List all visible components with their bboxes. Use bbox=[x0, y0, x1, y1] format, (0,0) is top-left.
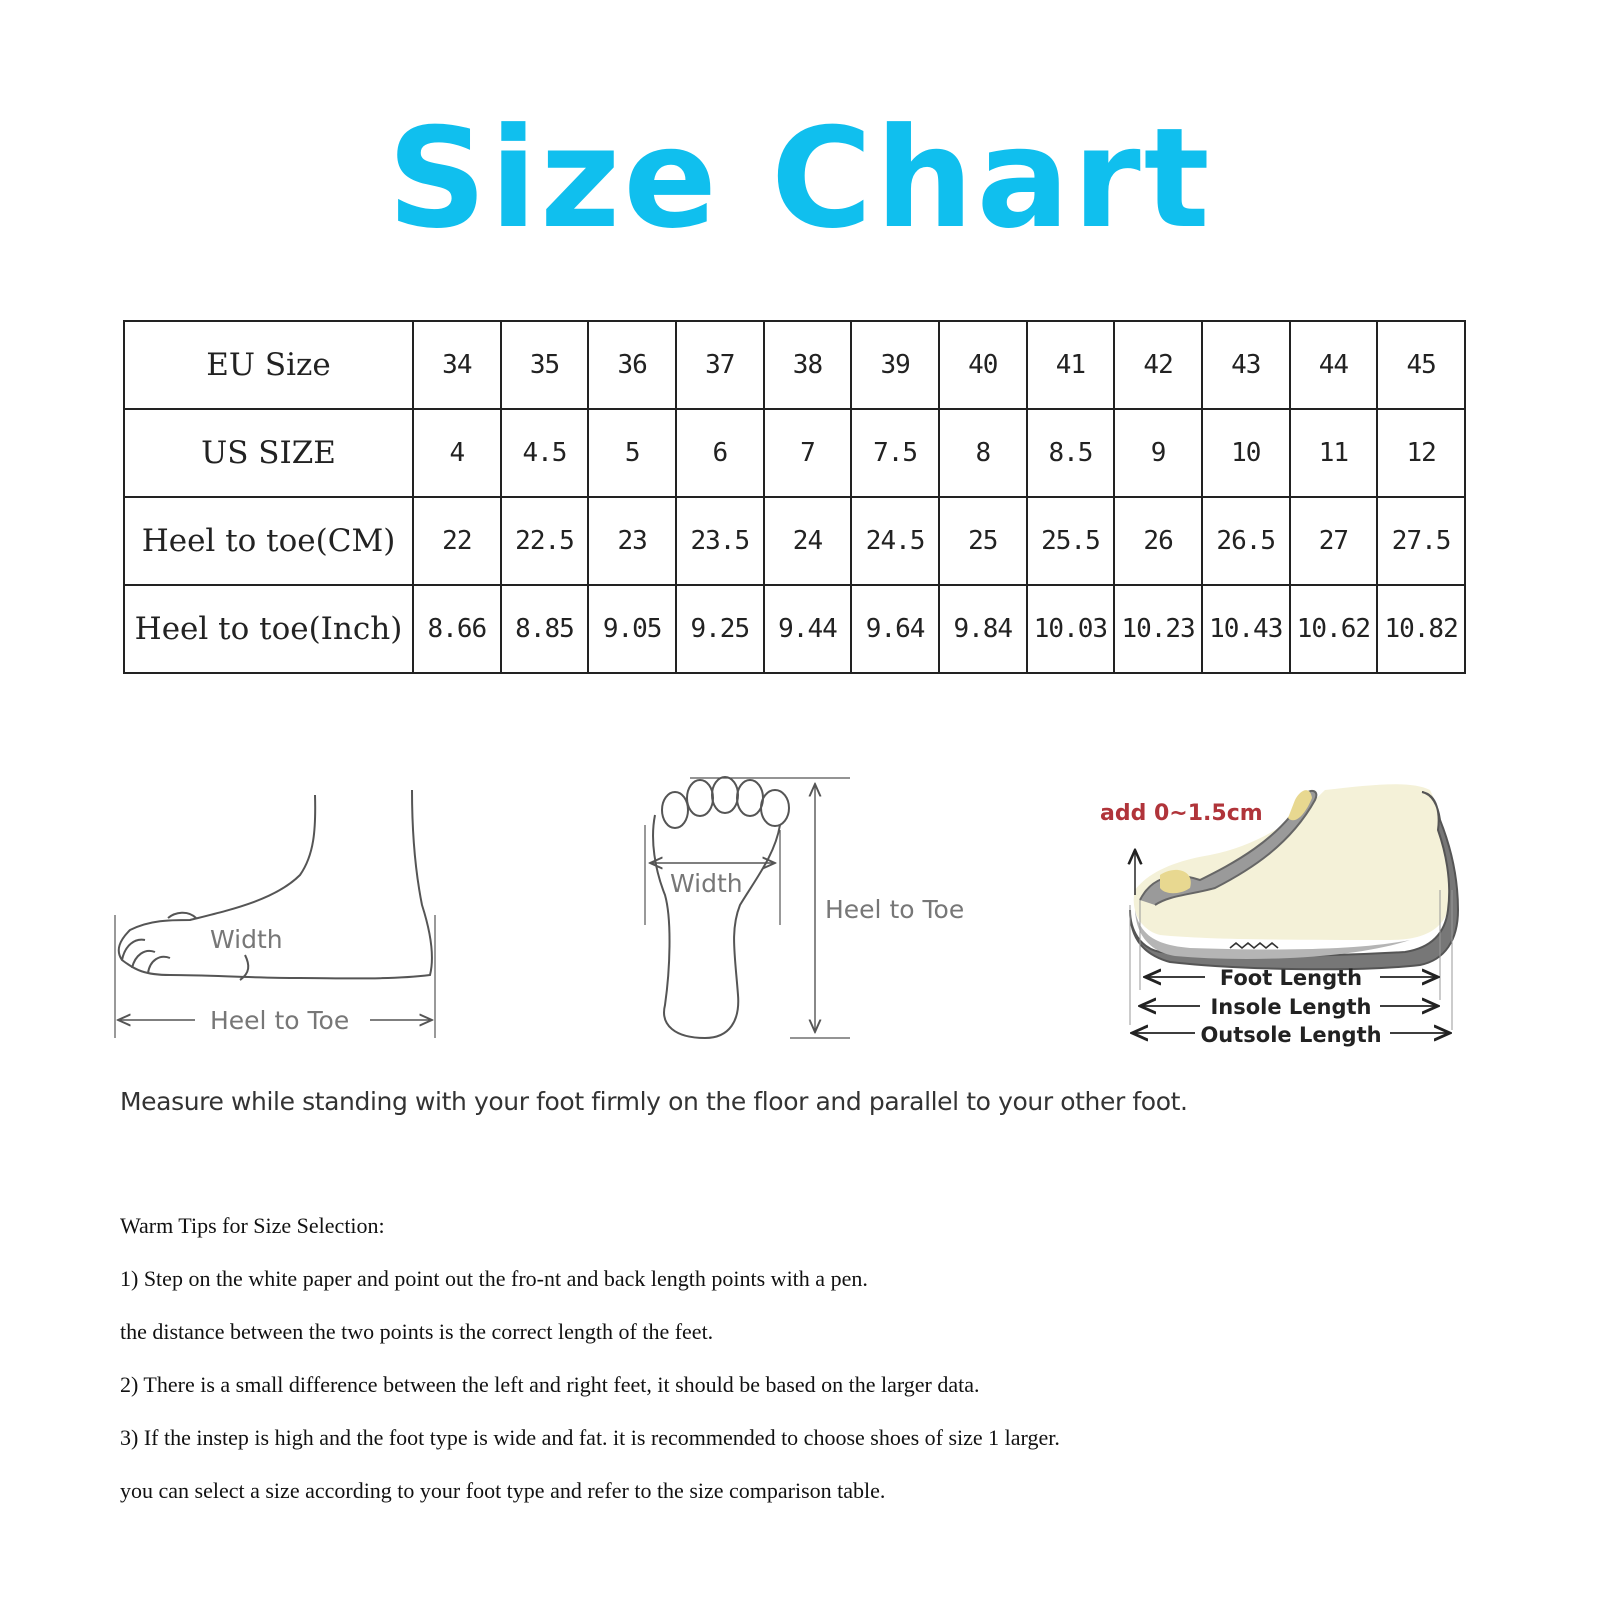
allowance-label: add 0~1.5cm bbox=[1100, 801, 1263, 826]
table-cell: 10.62 bbox=[1290, 585, 1378, 673]
table-cell: 9.84 bbox=[939, 585, 1027, 673]
heel-to-toe-inch-row bbox=[124, 585, 1465, 673]
table-cell: 9 bbox=[1114, 409, 1202, 497]
table-cell: 6 bbox=[676, 409, 764, 497]
tip-line: 3) If the instep is high and the foot type is wide and fat. it is recommended to choose shoes of size 1 larger. bbox=[120, 1425, 1060, 1450]
tip-line: 1) Step on the white paper and point out the fro-nt and back length points with a pen. bbox=[120, 1266, 868, 1291]
size-table-body bbox=[124, 321, 1465, 673]
table-cell: 39 bbox=[851, 321, 939, 409]
table-cell: 26 bbox=[1114, 497, 1202, 585]
outsole-length-label: Outsole Length bbox=[1200, 1023, 1382, 1047]
table-cell: 9.05 bbox=[588, 585, 676, 673]
table-cell: 10.43 bbox=[1202, 585, 1290, 673]
table-cell: 10 bbox=[1202, 409, 1290, 497]
table-cell: 8 bbox=[939, 409, 1027, 497]
table-cell: 36 bbox=[588, 321, 676, 409]
us-size-row bbox=[124, 409, 1465, 497]
sole-width-label: Width bbox=[670, 869, 743, 898]
table-cell: 38 bbox=[764, 321, 852, 409]
table-cell: 4 bbox=[413, 409, 501, 497]
table-cell: 23.5 bbox=[676, 497, 764, 585]
table-cell: 22 bbox=[413, 497, 501, 585]
tip-line: 2) There is a small difference between the left and right feet, it should be based on the larger data. bbox=[120, 1372, 980, 1397]
table-cell: 27.5 bbox=[1377, 497, 1465, 585]
table-cell: 42 bbox=[1114, 321, 1202, 409]
table-cell: 25 bbox=[939, 497, 1027, 585]
row-label: Heel to toe(Inch) bbox=[124, 585, 413, 673]
table-cell: 34 bbox=[413, 321, 501, 409]
table-cell: 4.5 bbox=[501, 409, 589, 497]
table-cell: 8.5 bbox=[1027, 409, 1115, 497]
table-cell: 10.03 bbox=[1027, 585, 1115, 673]
page-title: Size Chart bbox=[387, 98, 1213, 259]
table-cell: 8.85 bbox=[501, 585, 589, 673]
row-label: US SIZE bbox=[124, 409, 413, 497]
table-cell: 37 bbox=[676, 321, 764, 409]
heel-to-toe-cm-row bbox=[124, 497, 1465, 585]
tip-line: you can select a size according to your foot type and refer to the size comparison table. bbox=[120, 1478, 886, 1503]
table-cell: 41 bbox=[1027, 321, 1115, 409]
table-cell: 12 bbox=[1377, 409, 1465, 497]
foot-side-view-icon bbox=[115, 790, 435, 1038]
table-cell: 5 bbox=[588, 409, 676, 497]
row-label: EU Size bbox=[124, 321, 413, 409]
table-cell: 9.25 bbox=[676, 585, 764, 673]
table-cell: 40 bbox=[939, 321, 1027, 409]
side-width-label: Width bbox=[210, 925, 283, 954]
tip-line: the distance between the two points is the correct length of the feet. bbox=[120, 1319, 714, 1344]
table-cell: 22.5 bbox=[501, 497, 589, 585]
sole-heel-to-toe-label: Heel to Toe bbox=[825, 895, 965, 924]
table-cell: 9.44 bbox=[764, 585, 852, 673]
table-cell: 9.64 bbox=[851, 585, 939, 673]
table-cell: 10.23 bbox=[1114, 585, 1202, 673]
table-cell: 24.5 bbox=[851, 497, 939, 585]
foot-length-label: Foot Length bbox=[1219, 966, 1363, 990]
table-cell: 43 bbox=[1202, 321, 1290, 409]
table-cell: 7 bbox=[764, 409, 852, 497]
measurement-illustrations bbox=[100, 770, 1520, 1110]
size-tips bbox=[120, 1213, 1500, 1531]
table-cell: 24 bbox=[764, 497, 852, 585]
illustrations-svg bbox=[100, 770, 1520, 1110]
row-label: Heel to toe(CM) bbox=[124, 497, 413, 585]
table-cell: 44 bbox=[1290, 321, 1378, 409]
table-cell: 7.5 bbox=[851, 409, 939, 497]
measure-note: Measure while standing with your foot firmly on the floor and parallel to your other foot. bbox=[120, 1087, 1188, 1116]
table-cell: 11 bbox=[1290, 409, 1378, 497]
table-cell: 27 bbox=[1290, 497, 1378, 585]
table-cell: 8.66 bbox=[413, 585, 501, 673]
table-cell: 35 bbox=[501, 321, 589, 409]
foot-sole-view-icon bbox=[645, 777, 850, 1038]
size-table bbox=[123, 320, 1466, 674]
table-cell: 10.82 bbox=[1377, 585, 1465, 673]
tips-heading: Warm Tips for Size Selection: bbox=[120, 1213, 385, 1238]
table-cell: 25.5 bbox=[1027, 497, 1115, 585]
table-cell: 45 bbox=[1377, 321, 1465, 409]
insole-length-label: Insole Length bbox=[1210, 995, 1372, 1019]
side-heel-to-toe-label: Heel to Toe bbox=[210, 1006, 350, 1035]
table-cell: 23 bbox=[588, 497, 676, 585]
eu-size-row bbox=[124, 321, 1465, 409]
table-cell: 26.5 bbox=[1202, 497, 1290, 585]
